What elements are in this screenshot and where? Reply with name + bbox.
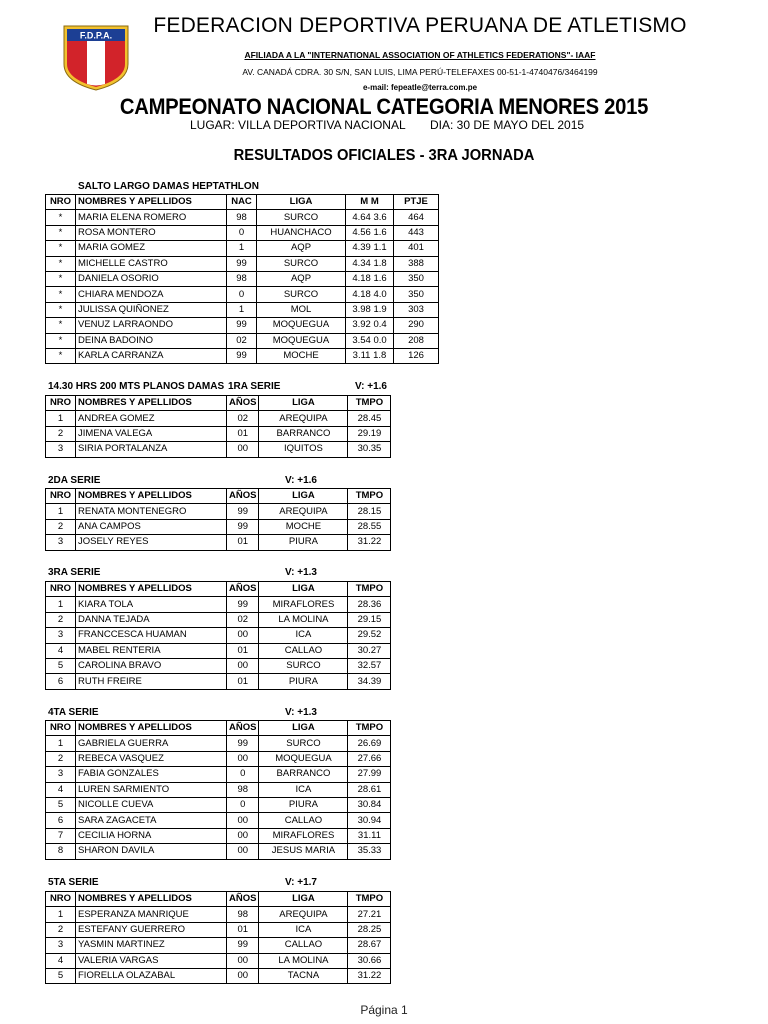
cell-liga: BARRANCO bbox=[259, 426, 348, 441]
table-row bbox=[46, 922, 391, 937]
table-row bbox=[46, 813, 391, 828]
header-liga: LIGA bbox=[259, 892, 348, 907]
cell-points: 464 bbox=[394, 210, 439, 225]
table-row bbox=[46, 751, 391, 766]
table-header bbox=[46, 195, 439, 210]
cell-liga: MOQUEGUA bbox=[257, 333, 346, 348]
cell-nro: 3 bbox=[46, 442, 76, 457]
cell-time: 31.11 bbox=[348, 828, 391, 843]
cell-nro: 5 bbox=[46, 797, 76, 812]
cell-name: NICOLLE CUEVA bbox=[76, 797, 227, 812]
cell-time: 28.61 bbox=[348, 782, 391, 797]
cell-liga: SURCO bbox=[259, 736, 348, 751]
cell-liga: ICA bbox=[259, 782, 348, 797]
cell-time: 30.66 bbox=[348, 953, 391, 968]
cell-nac: 0 bbox=[227, 287, 257, 302]
table-row bbox=[46, 658, 391, 673]
header-age: AÑOS bbox=[227, 489, 259, 504]
cell-time: 28.55 bbox=[348, 519, 391, 534]
cell-liga: PIURA bbox=[259, 535, 348, 550]
table-row bbox=[46, 256, 439, 271]
cell-time: 27.21 bbox=[348, 907, 391, 922]
header-liga: LIGA bbox=[259, 721, 348, 736]
cell-nro: 5 bbox=[46, 658, 76, 673]
cell-name: CECILIA HORNA bbox=[76, 828, 227, 843]
table-row bbox=[46, 782, 391, 797]
cell-name: CAROLINA BRAVO bbox=[76, 658, 227, 673]
cell-mark: 3.54 0.0 bbox=[346, 333, 394, 348]
cell-name: DANIELA OSORIO bbox=[76, 271, 227, 286]
header-name: NOMBRES Y APELLIDOS bbox=[76, 721, 227, 736]
cell-mark: 4.18 4.0 bbox=[346, 287, 394, 302]
cell-nro: 1 bbox=[46, 907, 76, 922]
header-liga: LIGA bbox=[259, 489, 348, 504]
table-row bbox=[46, 938, 391, 953]
cell-name: JIMENA VALEGA bbox=[76, 426, 227, 441]
logo-text: F.D.P.A. bbox=[79, 30, 113, 41]
cell-age: 01 bbox=[227, 922, 259, 937]
cell-liga: SURCO bbox=[257, 287, 346, 302]
heat-3-wind: V: +1.3 bbox=[285, 567, 317, 578]
cell-liga: LA MOLINA bbox=[259, 953, 348, 968]
cell-time: 28.36 bbox=[348, 597, 391, 612]
table-row bbox=[46, 643, 391, 658]
cell-nro: 4 bbox=[46, 782, 76, 797]
cell-name: ANA CAMPOS bbox=[76, 519, 227, 534]
table-row bbox=[46, 597, 391, 612]
cell-mark: 3.11 1.8 bbox=[346, 348, 394, 363]
cell-time: 29.15 bbox=[348, 612, 391, 627]
table-row bbox=[46, 968, 391, 983]
header-age: AÑOS bbox=[227, 396, 259, 411]
table-row bbox=[46, 210, 439, 225]
cell-nro: 8 bbox=[46, 844, 76, 859]
long-jump-title: SALTO LARGO DAMAS HEPTATHLON bbox=[78, 181, 259, 192]
cell-time: 27.99 bbox=[348, 767, 391, 782]
cell-name: JOSELY REYES bbox=[76, 535, 227, 550]
cell-nac: 99 bbox=[227, 318, 257, 333]
cell-nac: 98 bbox=[227, 210, 257, 225]
header-mark: M M bbox=[346, 195, 394, 210]
header-nro: NRO bbox=[46, 721, 76, 736]
table-row bbox=[46, 767, 391, 782]
cell-points: 350 bbox=[394, 271, 439, 286]
cell-nro: 1 bbox=[46, 736, 76, 751]
cell-age: 02 bbox=[227, 612, 259, 627]
header-time: TMPO bbox=[348, 582, 391, 597]
table-row bbox=[46, 271, 439, 286]
table-row bbox=[46, 612, 391, 627]
cell-name: CHIARA MENDOZA bbox=[76, 287, 227, 302]
header-points: PTJE bbox=[394, 195, 439, 210]
cell-age: 99 bbox=[227, 736, 259, 751]
header-nac: NAC bbox=[227, 195, 257, 210]
cell-nac: 02 bbox=[227, 333, 257, 348]
cell-nac: 98 bbox=[227, 271, 257, 286]
sprint-event-title: 14.30 HRS 200 MTS PLANOS DAMAS bbox=[48, 381, 225, 392]
heat-4-label: 4TA SERIE bbox=[48, 707, 99, 718]
cell-name: REBECA VASQUEZ bbox=[76, 751, 227, 766]
venue-line: LUGAR: VILLA DEPORTIVA NACIONAL bbox=[190, 118, 406, 132]
cell-nro: * bbox=[46, 271, 76, 286]
cell-name: MARIA ELENA ROMERO bbox=[76, 210, 227, 225]
cell-name: MARIA GOMEZ bbox=[76, 241, 227, 256]
cell-age: 00 bbox=[227, 953, 259, 968]
cell-time: 29.19 bbox=[348, 426, 391, 441]
page-number: Página 1 bbox=[360, 1003, 408, 1017]
cell-liga: PIURA bbox=[259, 797, 348, 812]
cell-points: 350 bbox=[394, 287, 439, 302]
table-row bbox=[46, 442, 391, 457]
cell-name: DANNA TEJADA bbox=[76, 612, 227, 627]
table-row bbox=[46, 736, 391, 751]
heat-4-table bbox=[45, 720, 391, 860]
table-header bbox=[46, 721, 391, 736]
cell-nro: 1 bbox=[46, 504, 76, 519]
cell-nro: * bbox=[46, 333, 76, 348]
cell-nro: 7 bbox=[46, 828, 76, 843]
header-time: TMPO bbox=[348, 892, 391, 907]
cell-points: 290 bbox=[394, 318, 439, 333]
table-header bbox=[46, 396, 391, 411]
table-row bbox=[46, 302, 439, 317]
cell-liga: MOCHE bbox=[259, 519, 348, 534]
cell-nac: 99 bbox=[227, 348, 257, 363]
header-nro: NRO bbox=[46, 892, 76, 907]
cell-nro: 6 bbox=[46, 813, 76, 828]
cell-liga: TACNA bbox=[259, 968, 348, 983]
table-row bbox=[46, 519, 391, 534]
cell-nro: 3 bbox=[46, 767, 76, 782]
cell-liga: HUANCHACO bbox=[257, 225, 346, 240]
header-age: AÑOS bbox=[227, 582, 259, 597]
cell-nro: * bbox=[46, 241, 76, 256]
cell-time: 28.25 bbox=[348, 922, 391, 937]
cell-liga: ICA bbox=[259, 922, 348, 937]
cell-age: 00 bbox=[227, 828, 259, 843]
cell-name: LUREN SARMIENTO bbox=[76, 782, 227, 797]
header-liga: LIGA bbox=[259, 582, 348, 597]
header-liga: LIGA bbox=[259, 396, 348, 411]
heat-5-label: 5TA SERIE bbox=[48, 877, 99, 888]
cell-nro: 5 bbox=[46, 968, 76, 983]
cell-nro: 6 bbox=[46, 674, 76, 689]
cell-liga: SURCO bbox=[257, 256, 346, 271]
cell-age: 98 bbox=[227, 907, 259, 922]
cell-nro: 1 bbox=[46, 411, 76, 426]
cell-liga: AREQUIPA bbox=[259, 907, 348, 922]
table-row bbox=[46, 674, 391, 689]
cell-name: YASMIN MARTINEZ bbox=[76, 938, 227, 953]
table-row bbox=[46, 287, 439, 302]
long-jump-table bbox=[45, 194, 439, 364]
cell-name: KIARA TOLA bbox=[76, 597, 227, 612]
cell-name: ESTEFANY GUERRERO bbox=[76, 922, 227, 937]
cell-nro: * bbox=[46, 256, 76, 271]
cell-mark: 4.64 3.6 bbox=[346, 210, 394, 225]
affiliation-line: AFILIADA A LA "INTERNATIONAL ASSOCIATION OF ATHLETICS FEDERATIONS"- IAAF bbox=[244, 50, 596, 60]
cell-liga: MOQUEGUA bbox=[259, 751, 348, 766]
cell-nro: * bbox=[46, 225, 76, 240]
cell-mark: 4.56 1.6 bbox=[346, 225, 394, 240]
table-row bbox=[46, 953, 391, 968]
date-line: DIA: 30 DE MAYO DEL 2015 bbox=[430, 118, 585, 132]
cell-age: 00 bbox=[227, 442, 259, 457]
header-name: NOMBRES Y APELLIDOS bbox=[76, 892, 227, 907]
heat-2-label: 2DA SERIE bbox=[48, 475, 101, 486]
cell-name: ANDREA GOMEZ bbox=[76, 411, 227, 426]
cell-nro: 2 bbox=[46, 612, 76, 627]
table-row bbox=[46, 426, 391, 441]
cell-nro: 3 bbox=[46, 938, 76, 953]
cell-nac: 99 bbox=[227, 256, 257, 271]
cell-time: 34.39 bbox=[348, 674, 391, 689]
cell-nro: 2 bbox=[46, 751, 76, 766]
cell-name: GABRIELA GUERRA bbox=[76, 736, 227, 751]
cell-nro: 1 bbox=[46, 597, 76, 612]
cell-age: 00 bbox=[227, 844, 259, 859]
cell-time: 28.67 bbox=[348, 938, 391, 953]
header-nro: NRO bbox=[46, 582, 76, 597]
heat-5-wind: V: +1.7 bbox=[285, 877, 317, 888]
cell-age: 00 bbox=[227, 813, 259, 828]
cell-name: DEINA BADOINO bbox=[76, 333, 227, 348]
cell-age: 0 bbox=[227, 797, 259, 812]
cell-name: SIRIA PORTALANZA bbox=[76, 442, 227, 457]
cell-nac: 1 bbox=[227, 241, 257, 256]
cell-liga: ICA bbox=[259, 628, 348, 643]
cell-age: 00 bbox=[227, 658, 259, 673]
table-row bbox=[46, 504, 391, 519]
cell-age: 01 bbox=[227, 426, 259, 441]
cell-liga: MOQUEGUA bbox=[257, 318, 346, 333]
cell-time: 28.45 bbox=[348, 411, 391, 426]
table-header bbox=[46, 489, 391, 504]
cell-time: 30.27 bbox=[348, 643, 391, 658]
cell-name: MABEL RENTERIA bbox=[76, 643, 227, 658]
cell-age: 00 bbox=[227, 628, 259, 643]
cell-name: FIORELLA OLAZABAL bbox=[76, 968, 227, 983]
header-nro: NRO bbox=[46, 396, 76, 411]
cell-age: 99 bbox=[227, 597, 259, 612]
cell-points: 208 bbox=[394, 333, 439, 348]
cell-time: 31.22 bbox=[348, 968, 391, 983]
header-name: NOMBRES Y APELLIDOS bbox=[76, 489, 227, 504]
cell-mark: 4.39 1.1 bbox=[346, 241, 394, 256]
heat-5-table bbox=[45, 891, 391, 984]
cell-nro: 2 bbox=[46, 426, 76, 441]
cell-mark: 4.18 1.6 bbox=[346, 271, 394, 286]
heat-2-table bbox=[45, 488, 391, 551]
cell-name: SHARON DAVILA bbox=[76, 844, 227, 859]
cell-time: 30.35 bbox=[348, 442, 391, 457]
cell-liga: SURCO bbox=[257, 210, 346, 225]
cell-name: RENATA MONTENEGRO bbox=[76, 504, 227, 519]
heat-2-wind: V: +1.6 bbox=[285, 475, 317, 486]
table-row bbox=[46, 225, 439, 240]
cell-liga: AREQUIPA bbox=[259, 504, 348, 519]
cell-nro: * bbox=[46, 318, 76, 333]
address-line: AV. CANADÁ CDRA. 30 S/N, SAN LUIS, LIMA PERÚ-TELEFAXES 00-51-1-4740476/3464199 bbox=[242, 67, 598, 77]
heat-3-table bbox=[45, 581, 391, 690]
header-name: NOMBRES Y APELLIDOS bbox=[76, 195, 227, 210]
cell-time: 28.15 bbox=[348, 504, 391, 519]
cell-age: 01 bbox=[227, 674, 259, 689]
cell-points: 303 bbox=[394, 302, 439, 317]
header-nro: NRO bbox=[46, 489, 76, 504]
cell-points: 388 bbox=[394, 256, 439, 271]
heat-1-label: 1RA SERIE bbox=[228, 381, 281, 392]
cell-liga: PIURA bbox=[259, 674, 348, 689]
cell-points: 126 bbox=[394, 348, 439, 363]
championship-title: CAMPEONATO NACIONAL CATEGORIA MENORES 2015 bbox=[119, 94, 649, 119]
cell-nro: 4 bbox=[46, 643, 76, 658]
table-header bbox=[46, 892, 391, 907]
cell-age: 99 bbox=[227, 938, 259, 953]
cell-time: 27.66 bbox=[348, 751, 391, 766]
cell-time: 26.69 bbox=[348, 736, 391, 751]
table-row bbox=[46, 907, 391, 922]
cell-liga: AREQUIPA bbox=[259, 411, 348, 426]
cell-liga: BARRANCO bbox=[259, 767, 348, 782]
heat-1-wind: V: +1.6 bbox=[355, 381, 387, 392]
table-header bbox=[46, 582, 391, 597]
table-row bbox=[46, 844, 391, 859]
cell-nro: 2 bbox=[46, 519, 76, 534]
cell-name: ROSA MONTERO bbox=[76, 225, 227, 240]
cell-liga: JESUS MARIA bbox=[259, 844, 348, 859]
cell-age: 01 bbox=[227, 643, 259, 658]
cell-age: 02 bbox=[227, 411, 259, 426]
header-time: TMPO bbox=[348, 489, 391, 504]
table-row bbox=[46, 535, 391, 550]
cell-liga: CALLAO bbox=[259, 813, 348, 828]
cell-points: 443 bbox=[394, 225, 439, 240]
results-title: RESULTADOS OFICIALES - 3RA JORNADA bbox=[233, 147, 535, 164]
header-name: NOMBRES Y APELLIDOS bbox=[76, 396, 227, 411]
cell-nro: 4 bbox=[46, 953, 76, 968]
cell-time: 35.33 bbox=[348, 844, 391, 859]
header-age: AÑOS bbox=[227, 721, 259, 736]
heat-1-table bbox=[45, 395, 391, 458]
header-name: NOMBRES Y APELLIDOS bbox=[76, 582, 227, 597]
cell-time: 32.57 bbox=[348, 658, 391, 673]
organization-title: FEDERACION DEPORTIVA PERUANA DE ATLETISMO bbox=[153, 14, 687, 37]
header-age: AÑOS bbox=[227, 892, 259, 907]
heat-4-wind: V: +1.3 bbox=[285, 707, 317, 718]
cell-nro: 3 bbox=[46, 628, 76, 643]
cell-liga: CALLAO bbox=[259, 643, 348, 658]
cell-name: MICHELLE CASTRO bbox=[76, 256, 227, 271]
cell-name: FABIA GONZALES bbox=[76, 767, 227, 782]
cell-mark: 3.92 0.4 bbox=[346, 318, 394, 333]
table-row bbox=[46, 411, 391, 426]
cell-age: 00 bbox=[227, 751, 259, 766]
cell-liga: MOL bbox=[257, 302, 346, 317]
cell-points: 401 bbox=[394, 241, 439, 256]
cell-name: JULISSA QUIÑONEZ bbox=[76, 302, 227, 317]
table-row bbox=[46, 797, 391, 812]
cell-nro: * bbox=[46, 302, 76, 317]
cell-age: 0 bbox=[227, 767, 259, 782]
cell-nro: 3 bbox=[46, 535, 76, 550]
cell-time: 30.84 bbox=[348, 797, 391, 812]
cell-name: SARA ZAGACETA bbox=[76, 813, 227, 828]
cell-age: 00 bbox=[227, 968, 259, 983]
cell-name: VALERIA VARGAS bbox=[76, 953, 227, 968]
cell-mark: 3.98 1.9 bbox=[346, 302, 394, 317]
table-row bbox=[46, 348, 439, 363]
cell-liga: MIRAFLORES bbox=[259, 828, 348, 843]
cell-nro: 2 bbox=[46, 922, 76, 937]
cell-mark: 4.34 1.8 bbox=[346, 256, 394, 271]
cell-nro: * bbox=[46, 210, 76, 225]
cell-age: 01 bbox=[227, 535, 259, 550]
table-row bbox=[46, 318, 439, 333]
cell-age: 98 bbox=[227, 782, 259, 797]
cell-liga: MOCHE bbox=[257, 348, 346, 363]
cell-name: KARLA CARRANZA bbox=[76, 348, 227, 363]
cell-liga: MIRAFLORES bbox=[259, 597, 348, 612]
cell-liga: LA MOLINA bbox=[259, 612, 348, 627]
cell-name: ESPERANZA MANRIQUE bbox=[76, 907, 227, 922]
cell-liga: SURCO bbox=[259, 658, 348, 673]
table-row bbox=[46, 241, 439, 256]
cell-name: VENUZ LARRAONDO bbox=[76, 318, 227, 333]
cell-nac: 0 bbox=[227, 225, 257, 240]
email-line: e-mail: fepeatle@terra.com.pe bbox=[362, 83, 478, 92]
table-row bbox=[46, 333, 439, 348]
cell-nro: * bbox=[46, 287, 76, 302]
cell-nro: * bbox=[46, 348, 76, 363]
cell-age: 99 bbox=[227, 519, 259, 534]
cell-time: 29.52 bbox=[348, 628, 391, 643]
heat-3-label: 3RA SERIE bbox=[48, 567, 101, 578]
header-nro: NRO bbox=[46, 195, 76, 210]
cell-name: FRANCCESCA HUAMAN bbox=[76, 628, 227, 643]
cell-name: RUTH FREIRE bbox=[76, 674, 227, 689]
cell-liga: AQP bbox=[257, 241, 346, 256]
cell-age: 99 bbox=[227, 504, 259, 519]
header-time: TMPO bbox=[348, 396, 391, 411]
cell-time: 30.94 bbox=[348, 813, 391, 828]
table-row bbox=[46, 828, 391, 843]
header-time: TMPO bbox=[348, 721, 391, 736]
header-liga: LIGA bbox=[257, 195, 346, 210]
cell-liga: CALLAO bbox=[259, 938, 348, 953]
cell-liga: AQP bbox=[257, 271, 346, 286]
cell-nac: 1 bbox=[227, 302, 257, 317]
cell-liga: IQUITOS bbox=[259, 442, 348, 457]
table-row bbox=[46, 628, 391, 643]
cell-time: 31.22 bbox=[348, 535, 391, 550]
